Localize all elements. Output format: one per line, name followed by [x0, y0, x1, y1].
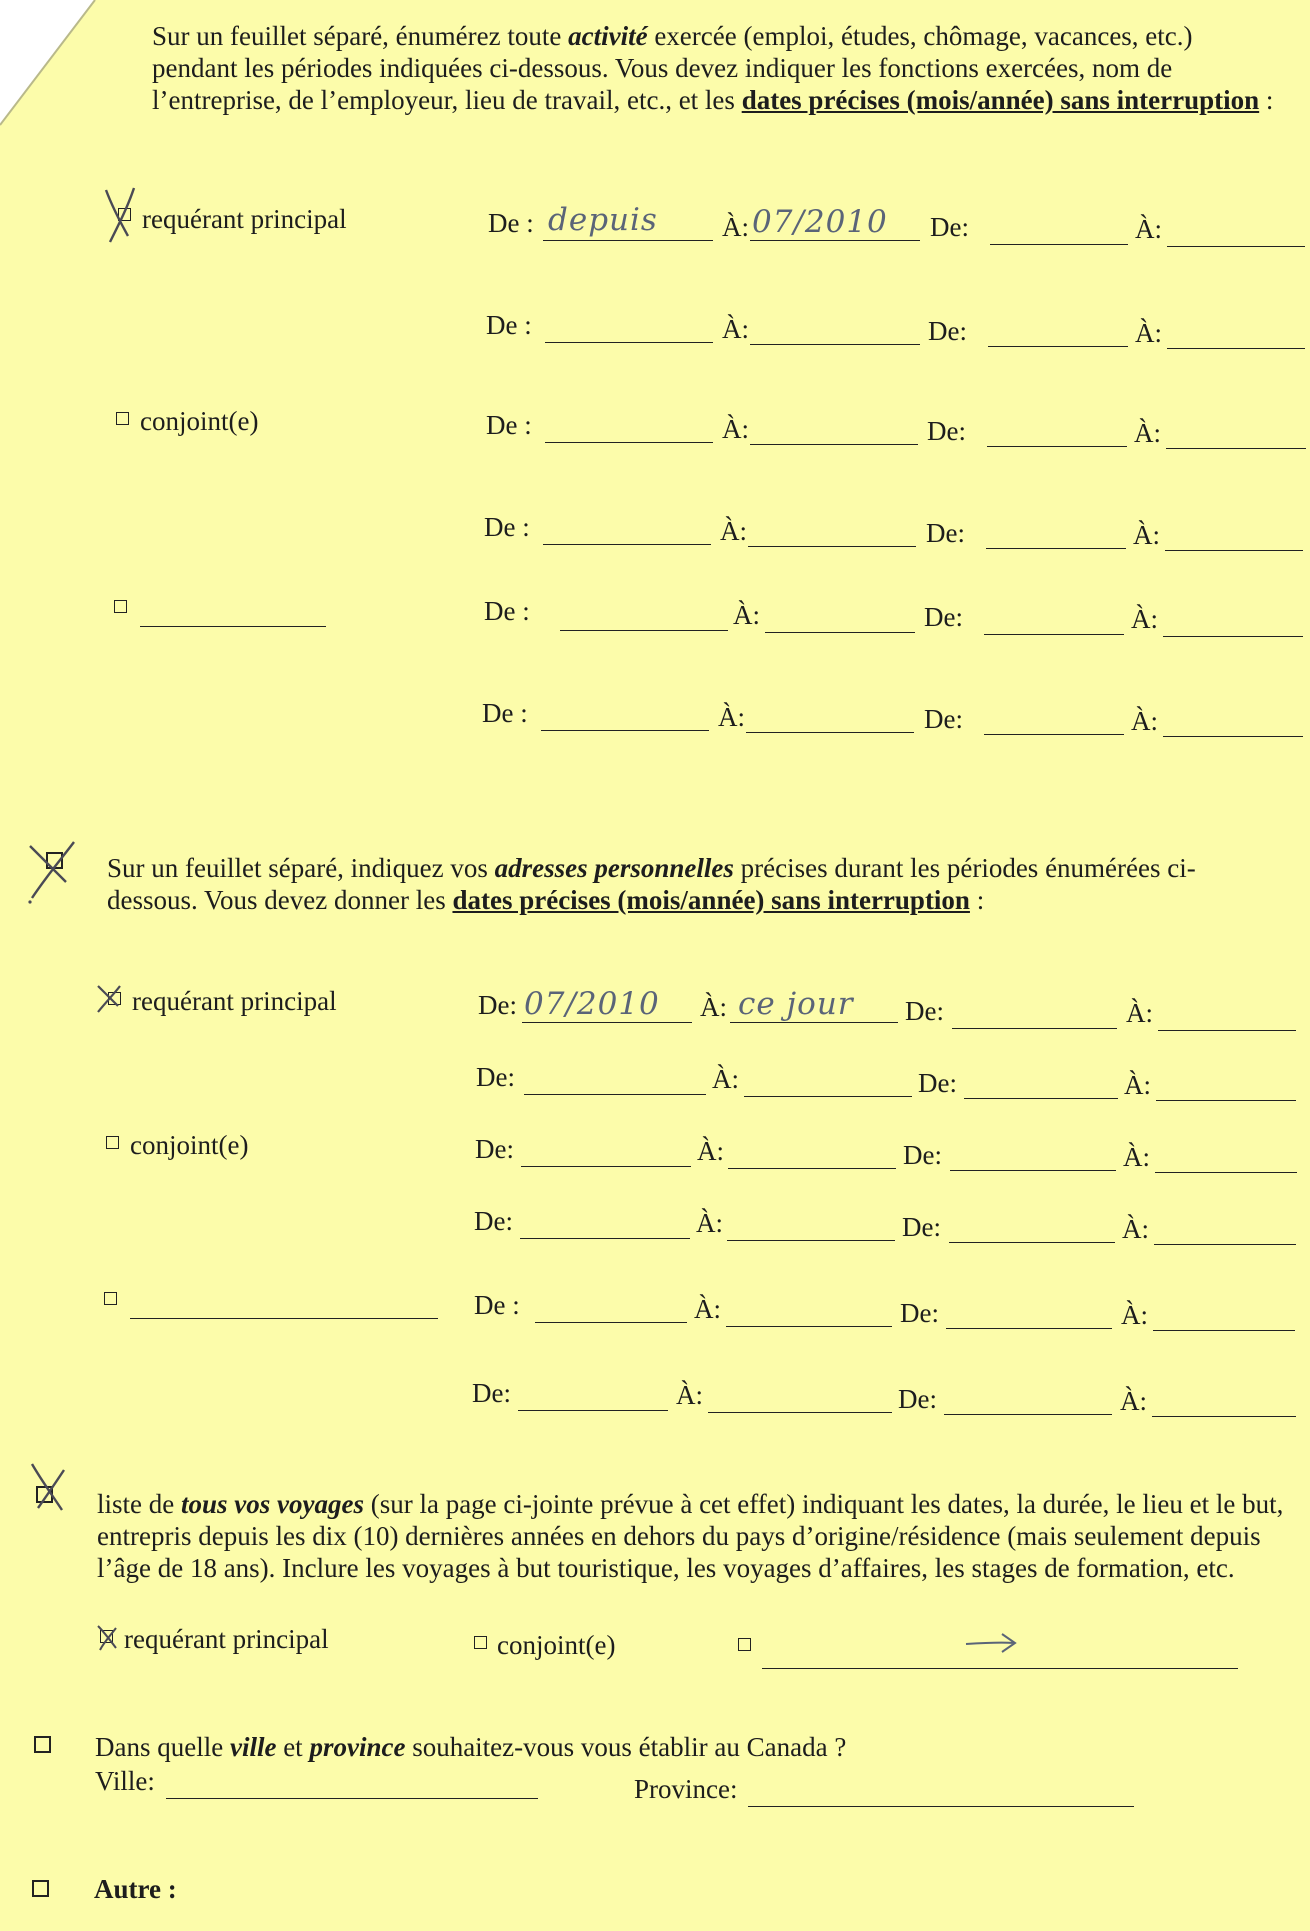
activity-row3-from2-label: De:	[927, 416, 966, 446]
address-row2-to2-line[interactable]	[1156, 1100, 1296, 1101]
activity-row4-from-line[interactable]	[543, 544, 711, 545]
address-row3-from2-label: De:	[903, 1140, 942, 1170]
travel-instructions: liste de tous vos voyages (sur la page ci-jointe prévue à cet effet) indiquant les dates, la durée, le lieu et le but, entrepris depuis les dix (10) dernières années en dehors du pays d’origine/résidence (mais seulement depuis l’âge de 18 ans). Inclure les voyages à but touristique, les voyages d’affaires, les stages de formation, etc.	[97, 1489, 1284, 1583]
activity-row4-from-label: De :	[484, 512, 530, 542]
address-row6-to2-line[interactable]	[1152, 1416, 1296, 1417]
address-row3-from-line[interactable]	[521, 1166, 691, 1167]
address-row6-to-line[interactable]	[708, 1412, 892, 1413]
address-row4-from-line[interactable]	[520, 1238, 690, 1239]
activity-row5-from-line[interactable]	[560, 630, 728, 631]
address-row4-to-label: À:	[696, 1208, 723, 1238]
address-row4-to2-line[interactable]	[1154, 1244, 1296, 1245]
address-row2-from-label: De:	[476, 1062, 515, 1092]
address-row1-from-label: De:	[478, 990, 517, 1020]
travel-other-checkbox[interactable]	[738, 1638, 751, 1651]
activity-row1-to-handwritten: 07/2010	[752, 204, 888, 240]
activity-row6-to-line[interactable]	[746, 732, 914, 733]
address-row3-to2-label: À:	[1123, 1142, 1150, 1172]
activity-row4-from2-label: De:	[926, 518, 965, 548]
activity-row3-to-label: À:	[722, 414, 749, 444]
activity-row5-from2-label: De:	[924, 602, 963, 632]
address-row1-to2-line[interactable]	[1158, 1030, 1296, 1031]
address-row2-from-line[interactable]	[524, 1094, 706, 1095]
activity-row6-from2-label: De:	[924, 704, 963, 734]
activity-row4-to-label: À:	[720, 516, 747, 546]
address-row1-to-label: À:	[700, 992, 727, 1022]
address-row6-from2-line[interactable]	[944, 1414, 1112, 1415]
activity-other-checkbox[interactable]	[114, 600, 127, 613]
activity-row2-to-label: À:	[722, 314, 749, 344]
address-row3-from-label: De:	[475, 1134, 514, 1164]
activity-row3-from-line[interactable]	[545, 442, 713, 443]
activity-row5-from2-line[interactable]	[984, 634, 1124, 635]
checked-cross-mark	[98, 186, 143, 246]
ville-input-line[interactable]	[166, 1798, 538, 1799]
ville-label: Ville:	[95, 1766, 155, 1796]
activity-row1-from-label: De :	[488, 208, 534, 238]
address-row3-to-line[interactable]	[728, 1168, 896, 1169]
activity-row4-from2-line[interactable]	[986, 548, 1126, 549]
city-province-checkbox[interactable]	[34, 1736, 51, 1753]
activity-instructions: Sur un feuillet séparé, énumérez toute activité exercée (emploi, études, chômage, vacances, etc.) pendant les périodes indiquées ci-dessous. Vous devez indiquer les fonctions exercées, nom de l’entreprise, de l’employeur, lieu de travail, etc., et les dates précises (mois/année) sans interruption :	[152, 21, 1274, 115]
address-row1-from-line[interactable]	[522, 1022, 692, 1023]
address-row2-from2-label: De:	[918, 1068, 957, 1098]
activity-row5-to2-line[interactable]	[1163, 636, 1303, 637]
address-row4-from-label: De:	[474, 1206, 513, 1236]
address-row5-to-line[interactable]	[726, 1326, 892, 1327]
activity-row3-to-line[interactable]	[750, 444, 918, 445]
address-row3-to-label: À:	[697, 1136, 724, 1166]
activity-row3-to2-line[interactable]	[1166, 448, 1306, 449]
activity-row1-from2-line[interactable]	[990, 244, 1128, 245]
activity-row2-to-line[interactable]	[750, 344, 920, 345]
address-row1-to-line[interactable]	[730, 1022, 898, 1023]
address-row4-to2-label: À:	[1122, 1214, 1149, 1244]
address-row5-from2-label: De:	[900, 1298, 939, 1328]
checked-cross-mark	[24, 1460, 74, 1516]
address-row5-to2-label: À:	[1121, 1300, 1148, 1330]
address-row5-from2-line[interactable]	[946, 1328, 1112, 1329]
address-row6-from2-label: De:	[898, 1384, 937, 1414]
activity-row5-to-line[interactable]	[765, 632, 915, 633]
activity-row4-to2-line[interactable]	[1165, 550, 1303, 551]
address-row1-from-handwritten: 07/2010	[524, 986, 660, 1022]
travel-principal-label: requérant principal	[124, 1624, 329, 1654]
activity-row1-to-label: À:	[722, 212, 749, 242]
activity-row2-from-line[interactable]	[545, 342, 713, 343]
activity-row1-from2-label: De:	[930, 212, 969, 242]
activity-row3-from2-line[interactable]	[987, 446, 1127, 447]
address-row1-from2-label: De:	[905, 996, 944, 1026]
activity-row2-to2-label: À:	[1135, 318, 1162, 348]
activity-row5-to2-label: À:	[1131, 604, 1158, 634]
travel-conjoint-label: conjoint(e)	[497, 1630, 616, 1660]
address-row1-to2-label: À:	[1126, 998, 1153, 1028]
activity-row2-to2-line[interactable]	[1167, 348, 1305, 349]
checked-cross-mark	[94, 1622, 124, 1654]
address-row6-to-label: À:	[676, 1380, 703, 1410]
other-label: Autre :	[94, 1874, 177, 1904]
address-row2-to2-label: À:	[1124, 1070, 1151, 1100]
address-row3-to2-line[interactable]	[1155, 1172, 1297, 1173]
activity-row2-from2-label: De:	[928, 316, 967, 346]
activity-row6-from-label: De :	[482, 698, 528, 728]
activity-row6-to2-line[interactable]	[1163, 736, 1303, 737]
province-label: Province:	[634, 1774, 738, 1804]
checked-cross-mark	[92, 982, 128, 1016]
addresses-other-name-line[interactable]	[130, 1318, 438, 1319]
addresses-other-checkbox[interactable]	[104, 1292, 117, 1305]
city-province-question: Dans quelle ville et province souhaitez-vous vous établir au Canada ?	[95, 1732, 847, 1762]
address-row6-to2-label: À:	[1120, 1386, 1147, 1416]
address-row5-to-label: À:	[694, 1294, 721, 1324]
address-row6-from-line[interactable]	[518, 1410, 668, 1411]
activity-row2-from2-line[interactable]	[988, 346, 1128, 347]
address-row5-from-line[interactable]	[535, 1322, 687, 1323]
other-checkbox[interactable]	[32, 1880, 49, 1897]
arrow-right-icon	[962, 1630, 1020, 1658]
activity-row6-to2-label: À:	[1131, 706, 1158, 736]
activity-row4-to-line[interactable]	[748, 546, 916, 547]
activity-row5-to-label: À:	[733, 600, 760, 630]
activity-other-name-line[interactable]	[140, 626, 326, 627]
address-row4-to-line[interactable]	[727, 1240, 895, 1241]
activity-principal-label: requérant principal	[142, 204, 347, 234]
addresses-conjoint-checkbox[interactable]	[106, 1136, 119, 1149]
activity-conjoint-label: conjoint(e)	[140, 406, 259, 436]
activity-row3-to2-label: À:	[1134, 418, 1161, 448]
address-row5-from-label: De :	[474, 1290, 520, 1320]
activity-row1-from-line[interactable]	[543, 240, 713, 241]
activity-row4-to2-label: À:	[1133, 520, 1160, 550]
address-row1-to-handwritten: ce jour	[738, 986, 854, 1022]
address-row5-to2-line[interactable]	[1153, 1330, 1295, 1331]
activity-row6-from2-line[interactable]	[984, 734, 1124, 735]
checked-cross-mark	[22, 838, 82, 908]
address-row2-to-label: À:	[712, 1064, 739, 1094]
addresses-conjoint-label: conjoint(e)	[130, 1130, 249, 1160]
addresses-instructions: Sur un feuillet séparé, indiquez vos adresses personnelles précises durant les périodes énumérées ci-dessous. Vous devez donner les dates précises (mois/année) sans interruption :	[107, 853, 1196, 915]
activity-row2-from-label: De :	[486, 310, 532, 340]
activity-row5-from-label: De :	[484, 596, 530, 626]
travel-conjoint-checkbox[interactable]	[474, 1636, 487, 1649]
addresses-principal-label: requérant principal	[132, 986, 337, 1016]
address-row2-from2-line[interactable]	[964, 1098, 1118, 1099]
travel-other-name-line[interactable]	[762, 1668, 1238, 1669]
activity-row1-to2-line[interactable]	[1167, 246, 1305, 247]
folded-corner	[0, 0, 110, 140]
activity-row1-to-line[interactable]	[750, 240, 920, 241]
activity-conjoint-checkbox[interactable]	[116, 412, 129, 425]
address-row1-from2-line[interactable]	[952, 1028, 1117, 1029]
address-row6-from-label: De:	[472, 1378, 511, 1408]
address-row2-to-line[interactable]	[744, 1096, 912, 1097]
activity-row6-from-line[interactable]	[541, 730, 709, 731]
address-row3-from2-line[interactable]	[950, 1170, 1116, 1171]
activity-row1-from-handwritten: depuis	[548, 202, 658, 238]
province-input-line[interactable]	[748, 1806, 1134, 1807]
address-row4-from2-label: De:	[902, 1212, 941, 1242]
activity-row6-to-label: À:	[718, 702, 745, 732]
activity-row3-from-label: De :	[486, 410, 532, 440]
address-row4-from2-line[interactable]	[949, 1242, 1115, 1243]
activity-row1-to2-label: À:	[1135, 214, 1162, 244]
